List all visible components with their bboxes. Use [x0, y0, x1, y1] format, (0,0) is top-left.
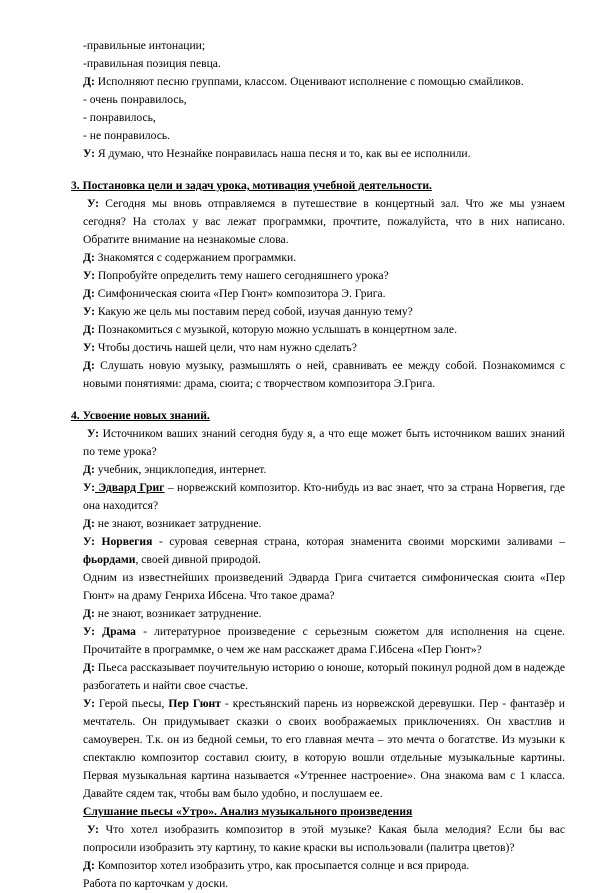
text-line: - не понравилось. [83, 129, 171, 142]
dialogue-text: Какую же цель мы поставим перед собой, изучая данную тему? [94, 305, 413, 318]
text-paragraph: Одним из известнейших произведений Эдварда Грига считается симфоническая сюита «Пер Гюнт» на драму Генриха Ибсена. Что такое драма? [83, 571, 565, 602]
dialogue-paragraph [83, 479, 565, 515]
dialogue-text: Слушать новую музыку, размышлять о ней, сравнивать ее между собой. Познакомимся с новыми понятиями: драма, сюита; с творчеством композитора Э.Грига. [83, 359, 565, 390]
dialogue-line [83, 285, 565, 303]
dialogue-text: Источником ваших знаний сегодня буду я, а что еще может быть источником ваших знаний по теме урока? [83, 427, 565, 458]
speaker-role: Д: [83, 287, 95, 300]
dialogue-text: Исполняют песню группами, классом. Оценивают исполнение с помощью смайликов. [94, 75, 524, 88]
dialogue-text: - суровая северная страна, которая знаменита своими морскими заливами – [152, 535, 565, 548]
speaker-role: Д: [83, 463, 95, 476]
dialogue-text: , своей дивной природой. [135, 553, 261, 566]
dialogue-text: не знают, возникает затруднение. [94, 517, 262, 530]
dialogue-line [83, 461, 565, 479]
speaker-role: Д: [83, 251, 95, 264]
term: Драма [94, 625, 136, 638]
speaker-role: Д: [83, 661, 95, 674]
dialogue-line [83, 303, 565, 321]
dialogue-paragraph [83, 695, 565, 803]
speaker-role: Д: [83, 517, 95, 530]
dialogue-text: – норвежский композитор. Кто-нибудь из вас знает, что за страна Норвегия, где она находится? [83, 481, 565, 512]
term: фьордами [83, 553, 136, 566]
speaker-role: Д: [83, 859, 95, 872]
dialogue-paragraph [83, 357, 565, 393]
character-name: Пер Гюнт [168, 697, 221, 710]
dialogue-line [83, 605, 565, 623]
dialogue-text: учебник, энциклопедия, интернет. [94, 463, 267, 476]
term: Норвегия [94, 535, 153, 548]
speaker-role: У: [83, 697, 95, 710]
dialogue-line [83, 267, 565, 285]
dialogue-paragraph [83, 195, 565, 249]
dialogue-text: Чтобы достичь нашей цели, что нам нужно сделать? [94, 341, 357, 354]
dialogue-text: Сегодня мы вновь отправляемся в путешествие в концертный зал. Что же мы узнаем сегодня? На столах у вас лежат программки, прочтите, пожалуйста, что в них написано. Обратите внимание на незнакомые слова. [83, 197, 565, 246]
text-line: -правильная позиция певца. [83, 57, 221, 70]
dialogue-line [83, 321, 565, 339]
dialogue-text: - крестьянский парень из норвежской деревушки. Пер - фантазёр и мечтатель. Он придумывает сказки о своих воображаемых приключениях. Он хвастлив и самоуверен. Т.к. он из бедной семьи, то его главная мечта – это мечта о богатстве. Из музыки к спектаклю композитор составил сюиту, в которую вошли отдельные музыкальные картины. Первая музыкальная картина называется «Утреннее настроение». Она знакома вам с 1 класса. Давайте сядем так, чтобы вам было удобно, и послушаем ее. [83, 697, 565, 800]
dialogue-text: Пьеса рассказывает поучительную историю о юноше, который покинул родной дом в надежде разбогатеть и найти свое счастье. [83, 661, 565, 692]
dialogue-text: Симфоническая сюита «Пер Гюнт» композитора Э. Грига. [94, 287, 386, 300]
dialogue-text: Я думаю, что Незнайке понравилась наша песня и то, как вы ее исполнили. [94, 147, 471, 160]
dialogue-text: Знакомятся с содержанием программки. [94, 251, 297, 264]
speaker-role: Д: [83, 359, 95, 372]
text-line: - очень понравилось, [83, 93, 187, 106]
speaker-role: У: [83, 341, 95, 354]
dialogue-paragraph [83, 623, 565, 659]
dialogue-text: Композитор хотел изобразить утро, как просыпается солнце и вся природа. [94, 859, 470, 872]
dialogue-text: Попробуйте определить тему нашего сегодняшнего урока? [94, 269, 389, 282]
dialogue-paragraph [83, 659, 565, 695]
dialogue-line [83, 249, 565, 267]
dialogue-paragraph [83, 425, 565, 461]
speaker-role: У: [83, 305, 95, 318]
section-heading: 4. Усвоение новых знаний. [71, 409, 210, 422]
subsection-heading: Слушание пьесы «Утро». Анализ музыкального произведения [83, 805, 413, 818]
dialogue-text: Герой пьесы, [94, 697, 169, 710]
dialogue-paragraph [83, 821, 565, 857]
speaker-role: У: [83, 481, 95, 494]
dialogue-line [83, 73, 565, 91]
speaker-role: У: [83, 625, 95, 638]
dialogue-paragraph [83, 533, 565, 569]
speaker-role: У: [87, 427, 99, 440]
dialogue-line [83, 339, 565, 357]
dialogue-text: не знают, возникает затруднение. [94, 607, 262, 620]
dialogue-text: Познакомиться с музыкой, которую можно услышать в концертном зале. [94, 323, 457, 336]
speaker-role: У: [83, 269, 95, 282]
dialogue-text: Что хотел изобразить композитор в этой музыке? Какая была мелодия? Если бы вас попросили изобразить эту картину, то какие краски вы использовали (палитра цветов)? [83, 823, 565, 854]
text-line: - понравилось, [83, 111, 156, 124]
text-line: Работа по карточкам у доски. [83, 877, 229, 890]
speaker-role: У: [87, 823, 99, 836]
dialogue-line [83, 145, 565, 163]
speaker-role: Д: [83, 607, 95, 620]
dialogue-line [83, 515, 565, 533]
speaker-role: Д: [83, 323, 95, 336]
section-heading: 3. Постановка цели и задач урока, мотивация учебной деятельности. [71, 179, 432, 192]
composer-name: Эдвард Григ [94, 481, 165, 494]
dialogue-line [83, 857, 565, 875]
speaker-role: У: [83, 147, 95, 160]
dialogue-text: - литературное произведение с серьезным сюжетом для исполнения на сцене. Прочитайте в программке, о чем же нам расскажет драма Г.Ибсена «Пер Гюнт»? [83, 625, 566, 656]
speaker-role: Д: [83, 75, 95, 88]
text-line: -правильные интонации; [83, 39, 206, 52]
speaker-role: У: [87, 197, 99, 210]
speaker-role: У: [83, 535, 95, 548]
